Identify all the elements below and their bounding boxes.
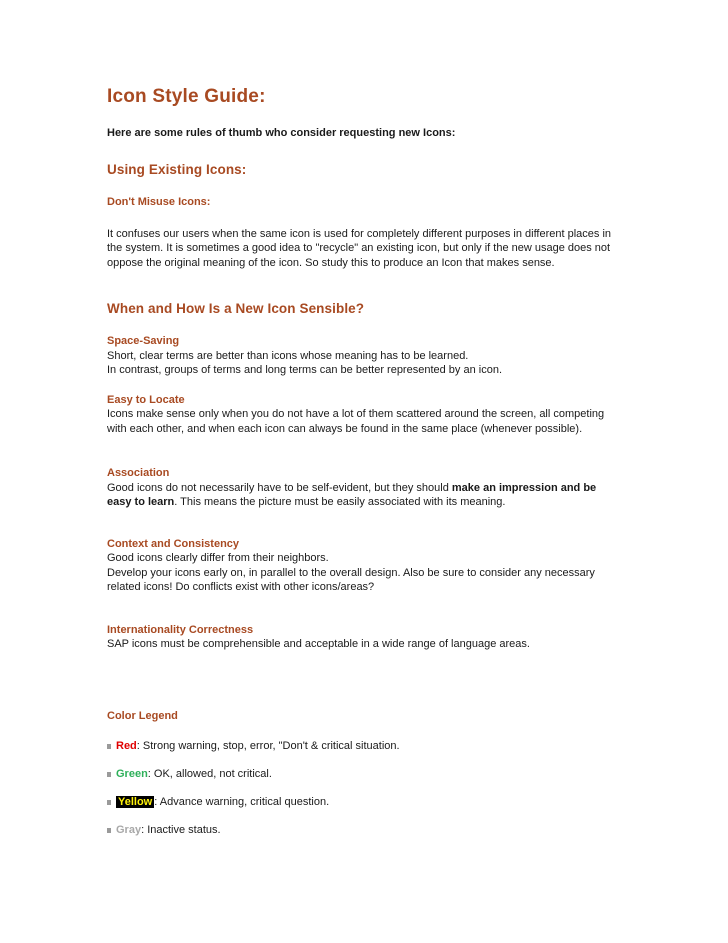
paragraph-space-saving-line2: In contrast, groups of terms and long terms can be better represented by an icon. xyxy=(107,364,502,376)
intro-text: Here are some rules of thumb who consider requesting new Icons: xyxy=(107,127,456,139)
subsection-association xyxy=(107,466,622,510)
bullet-icon xyxy=(107,828,111,833)
section-heading-new-icon-sensible: When and How Is a New Icon Sensible? xyxy=(107,301,365,316)
legend-desc-gray: : Inactive status. xyxy=(141,824,221,836)
subsection-internationality xyxy=(107,623,622,652)
legend-item-gray xyxy=(107,823,622,837)
legend-term-green: Green xyxy=(116,768,148,780)
paragraph-internationality: SAP icons must be comprehensible and acceptable in a wide range of language areas. xyxy=(107,638,530,650)
association-text-bold: make an impression and be easy to learn xyxy=(107,481,597,508)
subheading-context-consistency: Context and Consistency xyxy=(107,537,240,550)
subheading-association: Association xyxy=(107,467,170,479)
subsection-context-consistency xyxy=(107,537,622,595)
bullet-icon xyxy=(107,772,111,777)
association-text-pre: Good icons do not necessarily have to be self-evident, but they should xyxy=(107,481,452,494)
legend-desc-green: : OK, allowed, not critical. xyxy=(147,768,272,780)
subheading-internationality: Internationality Correctness xyxy=(107,623,254,636)
legend-term-gray: Gray xyxy=(116,824,142,836)
paragraph-easy-to-locate: Icons make sense only when you do not have a lot of them scattered around the screen, all competing with each other, and when each icon can always be found in the same place (whenever possible). xyxy=(107,408,605,435)
subheading-space-saving: Space-Saving xyxy=(107,335,180,347)
legend-item-red xyxy=(107,739,622,753)
legend-item-green xyxy=(107,767,622,781)
legend-term-red: Red xyxy=(116,740,137,752)
paragraph-context-body: Develop your icons early on, in parallel to the overall design. Also be sure to consider any necessary related icons! Do conflicts exist with other icons/areas? xyxy=(107,566,595,593)
bullet-icon xyxy=(107,800,111,805)
subsection-space-saving xyxy=(107,334,622,378)
legend-desc-red: : Strong warning, stop, error, "Don't & critical situation. xyxy=(136,740,400,752)
subheading-easy-to-locate: Easy to Locate xyxy=(107,393,185,406)
subsection-easy-to-locate xyxy=(107,393,622,437)
page-title: Icon Style Guide: xyxy=(107,86,266,107)
paragraph-association xyxy=(107,481,622,510)
section-dont-misuse-icons xyxy=(107,195,622,270)
subheading-dont-misuse-icons: Don't Misuse Icons: xyxy=(107,196,211,208)
legend-term-yellow: Yellow xyxy=(118,796,153,808)
legend-item-yellow xyxy=(107,795,622,809)
section-heading-using-existing-icons: Using Existing Icons: xyxy=(107,162,247,177)
subheading-color-legend: Color Legend xyxy=(107,709,178,722)
color-legend xyxy=(107,709,622,838)
bullet-icon xyxy=(107,744,111,749)
association-text-post: . This means the picture must be easily associated with its meaning. xyxy=(174,496,506,508)
paragraph-misuse: It confuses our users when the same icon is used for completely different purposes in different places in the system. It is sometimes a good idea to "recycle" an existing icon, but only if the new usage does not oppose the original meaning of the icon. So study this to produce an Icon that makes sense. xyxy=(107,227,612,269)
paragraph-space-saving-line1: Short, clear terms are better than icons whose meaning has to be learned. xyxy=(107,349,469,362)
legend-desc-yellow: : Advance warning, critical question. xyxy=(154,796,330,808)
paragraph-context-line1: Good icons clearly differ from their neighbors. xyxy=(107,552,329,564)
